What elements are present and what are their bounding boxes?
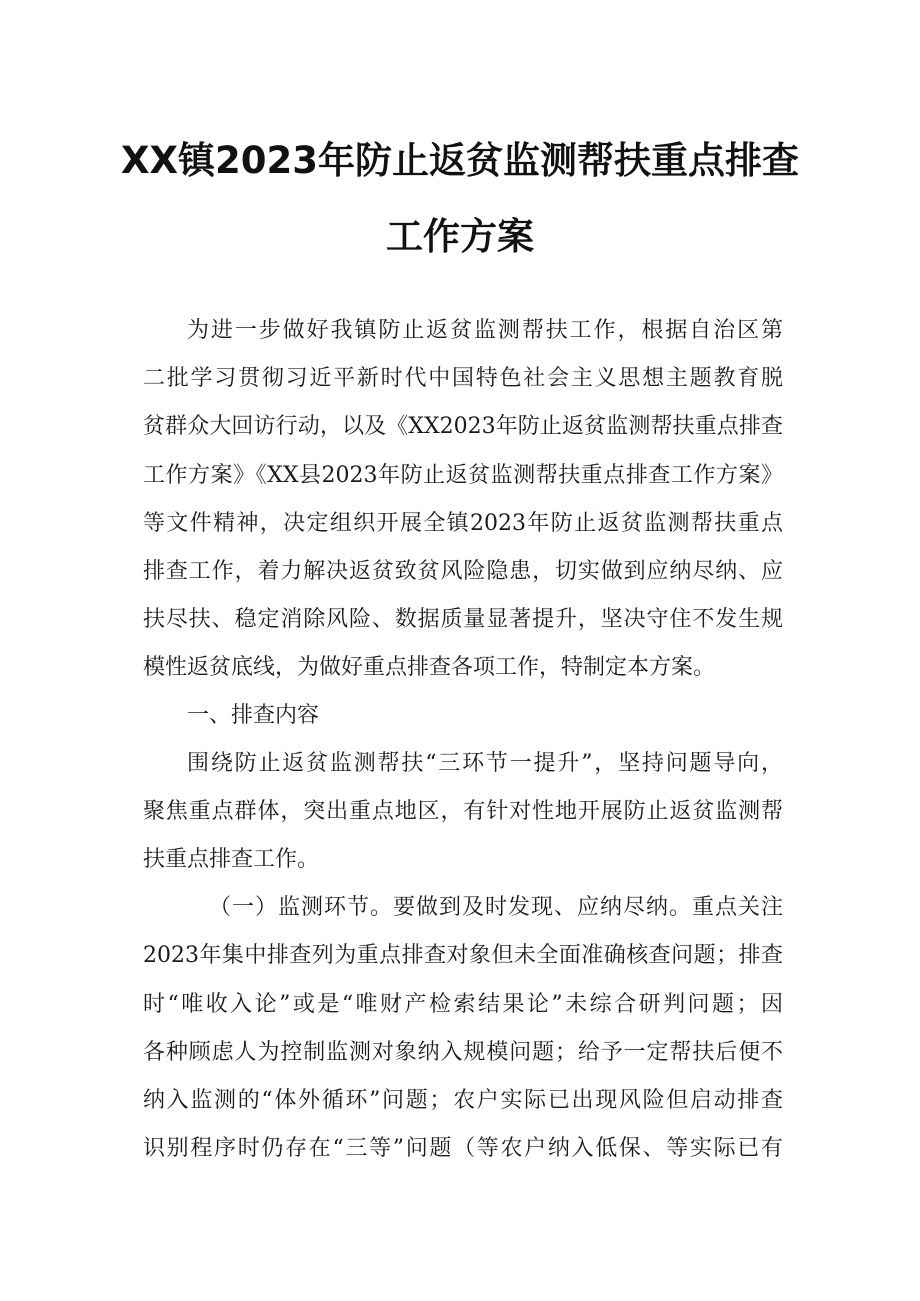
paragraph-line: 扶重点排查工作。 bbox=[143, 847, 320, 872]
paragraph-line: 识别程序时仍存在“三等”问题（等农户纳入低保、等实际已有 bbox=[143, 1136, 783, 1161]
paragraph-line: 等文件精神，决定组织开展全镇2023年防止返贫监测帮扶重点 bbox=[143, 511, 783, 536]
paragraph-line: 时“唯收入论”或是“唯财产检索结果论”未综合研判问题；因 bbox=[143, 992, 783, 1017]
paragraph-line: 扶尽扶、稳定消除风险、数据质量显著提升，坚决守住不发生规 bbox=[143, 607, 783, 632]
paragraph-line: 围绕防止返贫监测帮扶“三环节一提升”，坚持问题导向， bbox=[187, 751, 783, 776]
paragraph-line: 为进一步做好我镇防止返贫监测帮扶工作，根据自治区第 bbox=[187, 318, 783, 343]
paragraph-line: 模性返贫底线，为做好重点排查各项工作，特制定本方案。 bbox=[143, 655, 716, 680]
document-title-line-2: 工作方案 bbox=[386, 215, 534, 258]
document-title-line-1: XX镇2023年防止返贫监测帮扶重点排查 bbox=[120, 139, 800, 182]
paragraph-line: 纳入监测的“体外循环”问题；农户实际已出现风险但启动排查 bbox=[143, 1088, 783, 1113]
paragraph-line: 工作方案》《XX县2023年防止返贫监测帮扶重点排查工作方案》 bbox=[143, 463, 783, 488]
paragraph-line: 二批学习贯彻习近平新时代中国特色社会主义思想主题教育脱 bbox=[143, 366, 783, 391]
paragraph-line: 聚焦重点群体，突出重点地区，有针对性地开展防止返贫监测帮 bbox=[143, 799, 783, 824]
paragraph-line: （一）监测环节。要做到及时发现、应纳尽纳。重点关注 bbox=[209, 895, 783, 920]
section-heading: 一、排查内容 bbox=[187, 703, 320, 728]
paragraph-line: 贫群众大回访行动，以及《XX2023年防止返贫监测帮扶重点排查 bbox=[143, 414, 783, 439]
paragraph-line: 排查工作，着力解决返贫致贫风险隐患，切实做到应纳尽纳、应 bbox=[143, 559, 783, 584]
paragraph-line: 各种顾虑人为控制监测对象纳入规模问题；给予一定帮扶后便不 bbox=[143, 1040, 783, 1065]
paragraph-line: 2023年集中排查列为重点排查对象但未全面准确核查问题；排查 bbox=[143, 943, 783, 968]
